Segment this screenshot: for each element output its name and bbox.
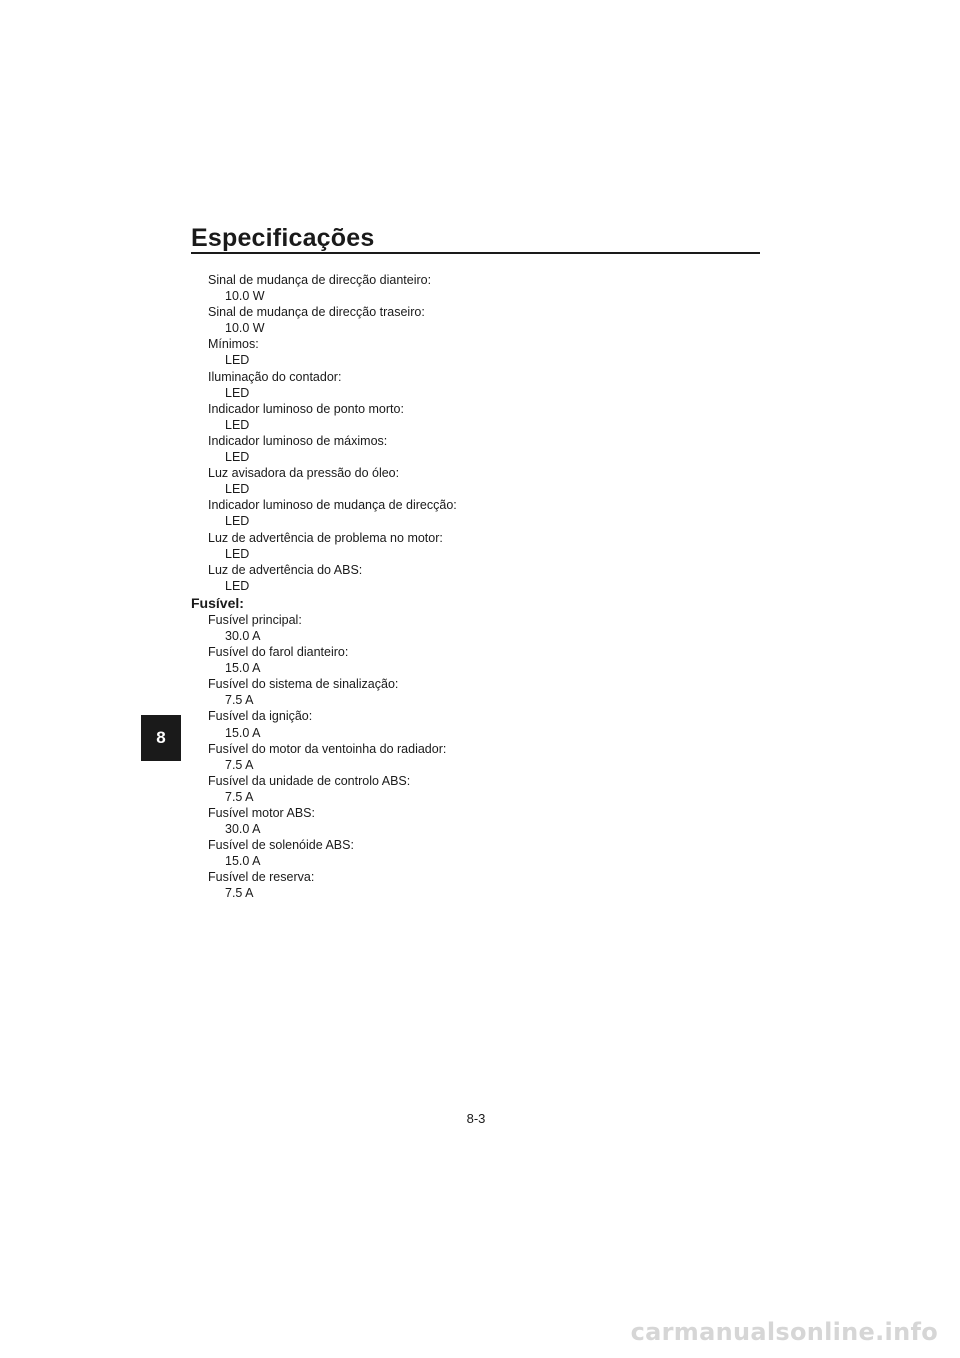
spec-value-ignition-fuse: 15.0 A: [225, 725, 261, 740]
spec-value-turn-signal-indicator: LED: [225, 514, 250, 529]
spec-label-abs-solenoid-fuse: Fusível de solenóide ABS:: [208, 838, 354, 853]
spec-value-position-lights: LED: [225, 353, 250, 368]
spec-label-abs-warning-light: Luz de advertência do ABS:: [208, 562, 363, 577]
spec-value-high-beam-indicator: LED: [225, 450, 250, 465]
chapter-tab: 8: [141, 715, 181, 761]
spec-value-abs-warning-light: LED: [225, 578, 250, 593]
spec-label-abs-control-unit-fuse: Fusível da unidade de controlo ABS:: [208, 773, 411, 788]
spec-value-engine-trouble-light: LED: [225, 546, 250, 561]
spec-value-meter-lighting: LED: [225, 385, 250, 400]
watermark: carmanualsonline.info: [630, 1318, 938, 1346]
spec-label-ignition-fuse: Fusível da ignição:: [208, 709, 313, 724]
spec-label-turn-signal-indicator: Indicador luminoso de mudança de direcção:: [208, 498, 457, 513]
spec-value-main-fuse: 30.0 A: [225, 628, 261, 643]
spec-label-rear-turn-signal: Sinal de mudança de direcção traseiro:: [208, 305, 425, 320]
section-heading-fuse: Fusível:: [191, 594, 244, 611]
spec-label-abs-motor-fuse: Fusível motor ABS:: [208, 806, 315, 820]
spec-value-abs-solenoid-fuse: 15.0 A: [225, 854, 261, 869]
spec-label-oil-pressure-light: Luz avisadora da pressão do óleo:: [208, 466, 400, 481]
spec-label-main-fuse: Fusível principal:: [208, 612, 302, 627]
spec-value-headlight-fuse: 15.0 A: [225, 661, 261, 676]
page-title: Especificações: [191, 224, 375, 252]
spec-value-oil-pressure-light: LED: [225, 482, 250, 497]
spec-content: [191, 272, 751, 902]
spec-label-spare-fuse: Fusível de reserva:: [208, 870, 315, 885]
spec-value-neutral-indicator: LED: [225, 417, 250, 432]
spec-value-rear-turn-signal: 10.0 W: [225, 321, 265, 336]
page-number-text: 8-3: [466, 1111, 486, 1126]
fuse-list: [191, 612, 751, 902]
spec-value-radiator-fan-fuse: 7.5 A: [225, 757, 254, 772]
spec-label-engine-trouble-light: Luz de advertência de problema no motor:: [208, 530, 443, 545]
spec-label-signaling-fuse: Fusível do sistema de sinalização:: [208, 677, 399, 692]
spec-value-spare-fuse: 7.5 A: [225, 886, 254, 901]
spec-label-position-lights: Mínimos:: [208, 337, 259, 352]
spec-value-abs-control-unit-fuse: 7.5 A: [225, 789, 254, 804]
spec-label-radiator-fan-fuse: Fusível do motor da ventoinha do radiador:: [208, 741, 447, 756]
lights-list: [191, 272, 751, 594]
spec-value-abs-motor-fuse: 30.0 A: [225, 822, 261, 837]
spec-label-neutral-indicator: Indicador luminoso de ponto morto:: [208, 401, 404, 416]
page-number: [0, 1111, 960, 1127]
spec-value-signaling-fuse: 7.5 A: [225, 693, 254, 708]
spec-value-front-turn-signal: 10.0 W: [225, 289, 265, 304]
spec-label-high-beam-indicator: Indicador luminoso de máximos:: [208, 433, 388, 448]
title-divider: [191, 252, 760, 254]
spec-label-headlight-fuse: Fusível do farol dianteiro:: [208, 645, 349, 660]
spec-label-front-turn-signal: Sinal de mudança de direcção dianteiro:: [208, 273, 432, 287]
spec-label-meter-lighting: Iluminação do contador:: [208, 369, 342, 384]
